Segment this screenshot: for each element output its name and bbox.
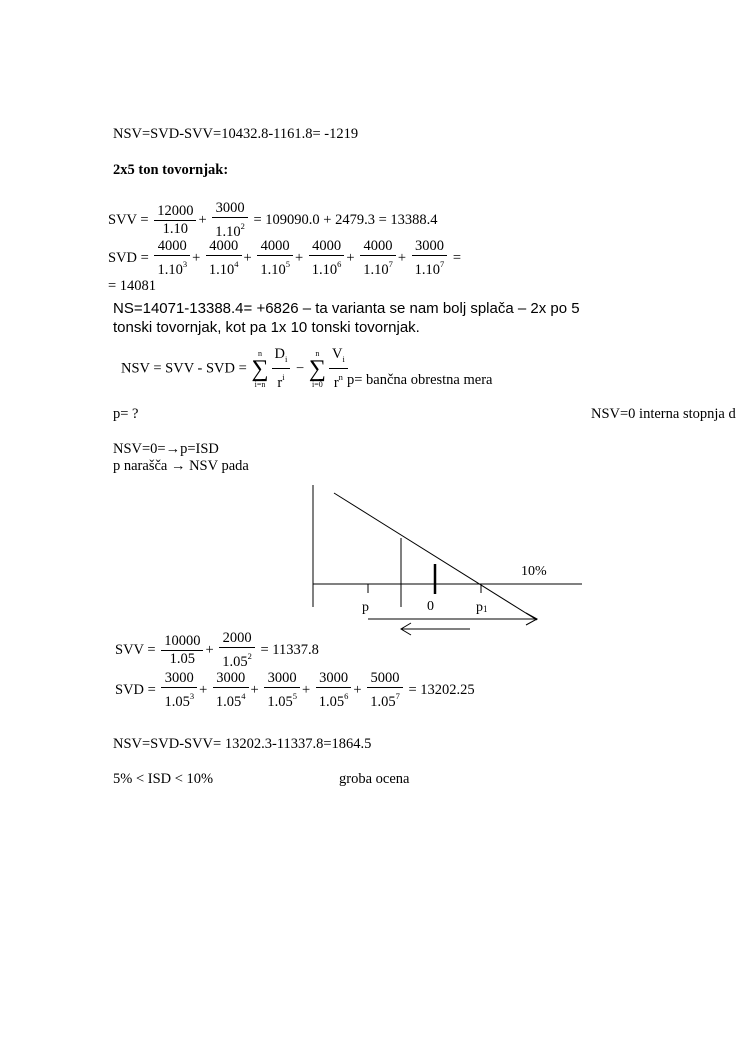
formula-fraction-1: $\frac{D_i}{r^i}$ (272, 346, 291, 392)
svd2-term-4: $\frac{3000}{1.05^6}$ (316, 670, 352, 711)
graph-label-p: p (362, 600, 369, 615)
graph-label-zero: 0 (427, 599, 434, 614)
graph-label-p1: p1 (476, 600, 488, 615)
nsv-line-2: NSV=SVD-SVV= 13202.3-11337.8=1864.5 (113, 736, 372, 752)
svv-equation-1: SVV = $\frac{12000}{1.10}$ + $\frac{3000}{1.10^2}$ = 109090.0 + 2479.3 = 13388.4 (108, 200, 438, 240)
nsv-graph (300, 480, 600, 640)
formula-note: p= bančna obrestna mera (347, 372, 493, 388)
svd2-term-3: $\frac{3000}{1.05^5}$ (264, 670, 300, 711)
svd2-term-5: $\frac{5000}{1.05^7}$ (367, 670, 403, 711)
svd1-term-2: $\frac{4000}{1.10^4}$ (206, 238, 242, 279)
p-narasca-line: p narašča → NSV pada (113, 458, 249, 474)
svv1-term-1: $\frac{12000}{1.10}$ (154, 203, 196, 238)
svd1-term-3: $\frac{4000}{1.10^5}$ (257, 238, 293, 279)
nsv-internal-rate-note: NSV=0 interna stopnja d (591, 406, 736, 422)
svd-equation-2: SVD = $\frac{3000}{1.05^3}$ + $\frac{3000}{1.05^4}$ + $\frac{3000}{1.05^5}$ + $\frac{3000}{1.05^6}$ + $\frac{5000}{1.05^7}$ = 13202.25 (115, 670, 475, 710)
svv-equation-2: SVV = $\frac{10000}{1.05}$ + $\frac{2000}{1.05^2}$ = 11337.8 (115, 630, 319, 670)
svd1-term-4: $\frac{4000}{1.10^6}$ (309, 238, 345, 279)
svv2-term-1: $\frac{10000}{1.05}$ (161, 633, 203, 668)
svv1-result: = 109090.0 + 2479.3 = 13388.4 (253, 211, 438, 228)
svd2-term-2: $\frac{3000}{1.05^4}$ (213, 670, 249, 711)
isd-range: 5% < ISD < 10% (113, 771, 214, 787)
formula-fraction-2: $\frac{V_i}{r^n}$ (329, 346, 348, 392)
ns-text-line-1: NS=14071-13388.4= +6826 – ta varianta se nam bolj splača – 2x po 5 (113, 300, 580, 317)
ns-text-line-2: tonski tovornjak, kot pa 1x 10 tonski tovornjak. (113, 319, 420, 336)
svd-equation-1: SVD = $\frac{4000}{1.10^3}$ + $\frac{4000}{1.10^4}$ + $\frac{4000}{1.10^5}$ + $\frac{4000}{1.10^6}$ + $\frac{4000}{1.10^7}$ + $\frac{3000}{1.10^7}$ = (108, 238, 462, 278)
svd1-continuation: = 14081 (108, 278, 157, 294)
p-question: p= ? (113, 406, 139, 422)
sum-symbol-2: n ∑ i=0 (308, 348, 326, 389)
nsv-isd-line: NSV=0=→p=ISD (113, 441, 219, 457)
svd1-term-6: $\frac{3000}{1.10^7}$ (412, 238, 448, 279)
nsv-line-1: NSV=SVD-SVV=10432.8-1161.8= -1219 (113, 126, 359, 142)
svd1-term-1: $\frac{4000}{1.10^3}$ (154, 238, 190, 279)
sum-symbol-1: n ∑ i=n (251, 348, 269, 389)
svv-lhs: SVV (108, 211, 137, 228)
svd1-term-5: $\frac{4000}{1.10^7}$ (360, 238, 396, 279)
svd2-term-1: $\frac{3000}{1.05^3}$ (161, 670, 197, 711)
svv2-term-2: $\frac{2000}{1.05^2}$ (219, 630, 255, 671)
section-heading: 2x5 ton tovornjak: (113, 162, 229, 178)
svv1-term-2: $\frac{3000}{1.10^2}$ (212, 200, 248, 241)
groba-ocena: groba ocena (339, 771, 410, 787)
nsv-general-formula: NSV = SVV - SVD = n ∑ i=n $\frac{D_i}{r^i}$ − n ∑ i=0 $\frac{V_i}{r^n}$ (121, 346, 350, 392)
graph-label-10: 10% (521, 564, 547, 579)
